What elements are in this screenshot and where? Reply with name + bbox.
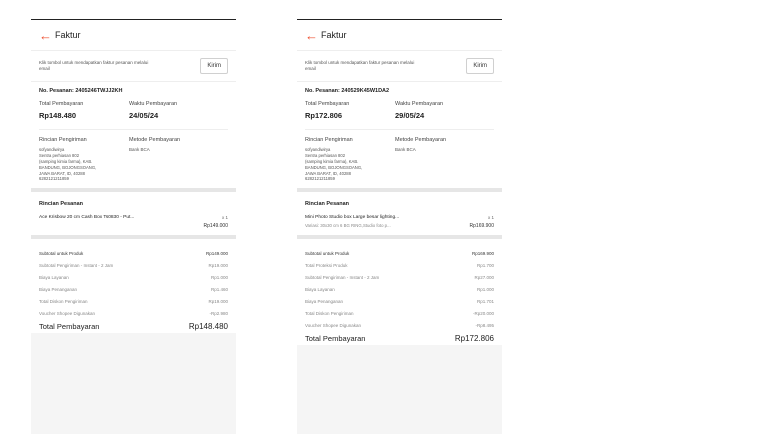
summary-value: -Rp2.980 <box>209 310 228 316</box>
summary-label: Biaya Penanganan <box>39 286 78 292</box>
payment-method-label: Metode Pembayaran <box>395 137 447 143</box>
order-number: No. Pesanan: 240529K45W1DA2 <box>305 88 390 94</box>
grand-total-row <box>305 331 494 345</box>
back-arrow-icon[interactable]: ← <box>305 27 318 43</box>
page-title: Faktur <box>321 30 347 40</box>
summary-label: Subtotal untuk Produk <box>305 250 350 256</box>
total-payment-value: Rp148.480 <box>39 111 77 120</box>
list-item[interactable] <box>305 215 494 229</box>
order-items <box>31 192 236 235</box>
invoice-panel-right <box>297 19 502 434</box>
summary-row <box>39 247 228 259</box>
summary-row <box>305 295 494 307</box>
summary-row <box>305 247 494 259</box>
send-button[interactable]: Kirim <box>466 58 494 74</box>
grand-total-value: Rp148.480 <box>188 321 228 331</box>
product-quantity: x 1 <box>221 215 228 221</box>
summary-value: -Rp20.000 <box>472 310 494 316</box>
summary-label: Voucher Shopee Digunakan <box>305 322 362 328</box>
payment-method-value: Bank BCA <box>129 147 150 152</box>
summary-value: Rp1.700 <box>476 262 494 268</box>
summary-label: Voucher Shopee Digunakan <box>39 310 96 316</box>
grand-total-label: Total Pembayaran <box>39 321 100 331</box>
summary-label: Subtotal untuk Produk <box>39 250 84 256</box>
product-variant: Variasi: 30x30 cm 6 BG RING,Studio foto p... <box>305 223 391 229</box>
product-name: Mini Photo Studio box Large besar lighting... <box>305 215 400 221</box>
order-info <box>297 82 502 188</box>
total-payment-value: Rp172.806 <box>305 111 343 120</box>
summary-value: Rp19.000 <box>208 298 228 304</box>
summary-label: Total Diskon Pengiriman <box>39 298 88 304</box>
invoice-header <box>297 20 502 50</box>
summary-label: Subtotal Pengiriman - Instant - 2 Jam <box>39 262 114 268</box>
order-items-title: Rincian Pesanan <box>305 201 350 208</box>
summary-label: Total Diskon Pengiriman <box>305 310 354 316</box>
summary-row <box>305 319 494 331</box>
summary-value: Rp149.000 <box>205 250 228 256</box>
invoice-panel-left <box>31 19 236 434</box>
summary-label: Biaya Layanan <box>305 286 335 292</box>
total-payment-label: Total Pembayaran <box>305 101 350 107</box>
summary-value: Rp1.000 <box>210 274 228 280</box>
summary-label: Biaya Penanganan <box>305 298 344 304</box>
summary-row <box>39 307 228 319</box>
shipping-address: sofyandiwirya Sentra perhiasan 802 (samping kimia farma), KAB. BANDUNG, BOJONGSOANG, JAWA BARAT, ID, 40288 6282121211859 <box>305 147 363 182</box>
divider <box>39 129 228 130</box>
shipping-details-label: Rincian Pengiriman <box>39 137 87 143</box>
send-button[interactable]: Kirim <box>200 58 228 74</box>
email-invoice-section <box>297 50 502 82</box>
shipping-address: sofyandiwirya Sentra perhiasan 802 (samping kimia farma), KAB. BANDUNG, BOJONGSOANG, JAWA BARAT, ID, 40288 6282121211859 <box>39 147 97 182</box>
summary-row <box>39 295 228 307</box>
list-item[interactable] <box>39 215 228 229</box>
summary-row <box>39 283 228 295</box>
divider <box>305 129 494 130</box>
summary-row <box>305 259 494 271</box>
payment-time-label: Waktu Pembayaran <box>129 101 178 107</box>
payment-summary <box>297 239 502 345</box>
email-invoice-section <box>31 50 236 82</box>
grand-total-label: Total Pembayaran <box>305 333 366 343</box>
email-invoice-text: Klik tombol untuk mendapatkan faktur pesanan melalui email <box>39 59 149 71</box>
payment-time-value: 29/05/24 <box>395 111 425 120</box>
summary-label: Biaya Layanan <box>39 274 69 280</box>
summary-value: -Rp8.495 <box>475 322 494 328</box>
payment-summary <box>31 239 236 333</box>
grand-total-value: Rp172.806 <box>454 333 494 343</box>
order-items-title: Rincian Pesanan <box>39 201 84 208</box>
payment-method-label: Metode Pembayaran <box>129 137 181 143</box>
payment-method-value: Bank BCA <box>395 147 416 152</box>
summary-value: Rp169.900 <box>471 250 494 256</box>
order-items <box>297 192 502 235</box>
back-arrow-icon[interactable]: ← <box>39 27 52 43</box>
order-number: No. Pesanan: 2405246TWJJ2KH <box>39 88 123 94</box>
summary-value: Rp27.000 <box>474 274 494 280</box>
payment-time-label: Waktu Pembayaran <box>395 101 444 107</box>
summary-label: Total Proteksi Produk <box>305 262 348 268</box>
product-price: Rp169.900 <box>469 223 494 230</box>
page-title: Faktur <box>55 30 81 40</box>
grand-total-row <box>39 319 228 333</box>
product-name: Ace Krisbow 20 cm Cash Box Ts0830 - Put... <box>39 215 135 221</box>
payment-time-value: 24/05/24 <box>129 111 159 120</box>
summary-row <box>305 271 494 283</box>
product-quantity: x 1 <box>487 215 494 221</box>
total-payment-label: Total Pembayaran <box>39 101 84 107</box>
shipping-details-label: Rincian Pengiriman <box>305 137 353 143</box>
summary-value: Rp1.000 <box>476 286 494 292</box>
product-price: Rp149.000 <box>203 223 228 230</box>
invoice-header <box>31 20 236 50</box>
summary-value: Rp1.701 <box>476 298 494 304</box>
summary-row <box>39 259 228 271</box>
summary-row <box>305 283 494 295</box>
summary-label: Subtotal Pengiriman - Instant - 2 Jam <box>305 274 380 280</box>
email-invoice-text: Klik tombol untuk mendapatkan faktur pesanan melalui email <box>305 59 415 71</box>
summary-row <box>39 271 228 283</box>
order-info <box>31 82 236 188</box>
summary-value: Rp19.000 <box>208 262 228 268</box>
summary-value: Rp1.460 <box>210 286 228 292</box>
summary-row <box>305 307 494 319</box>
